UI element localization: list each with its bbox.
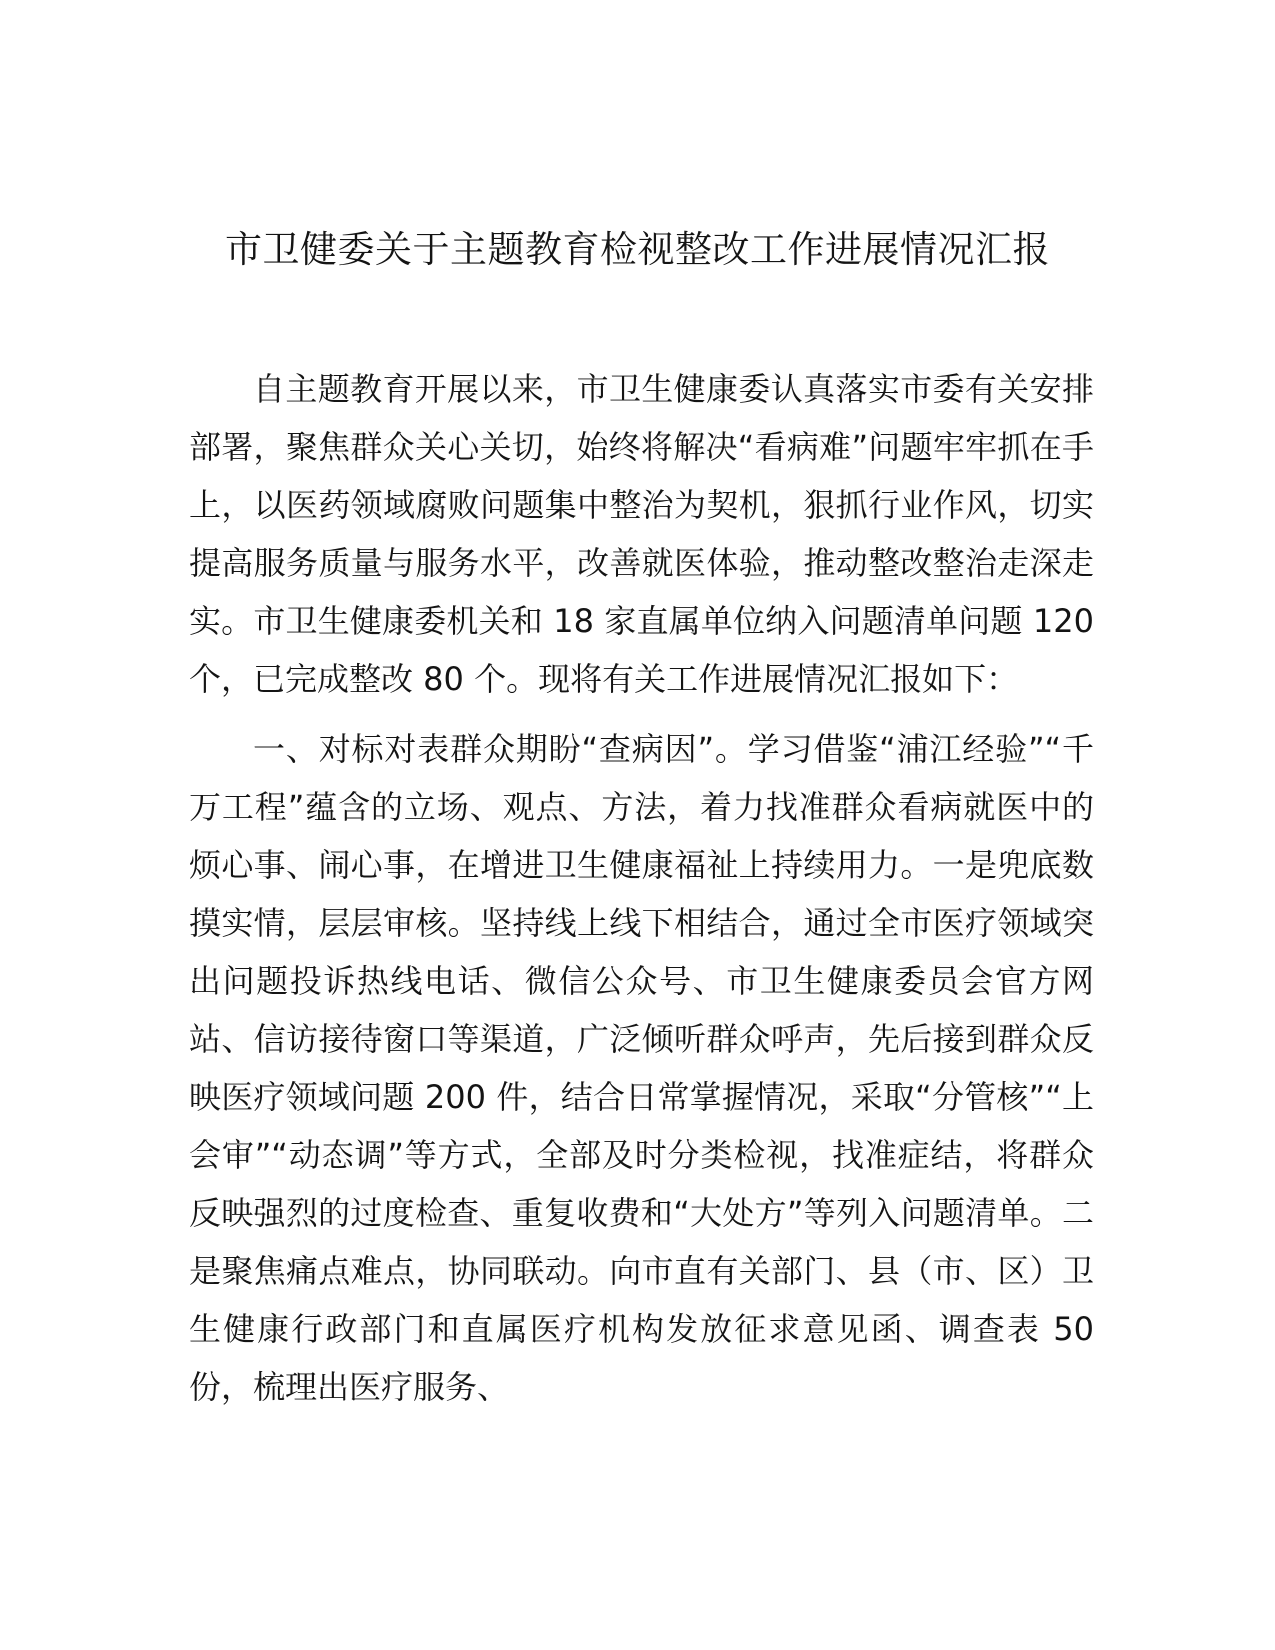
- paragraph-section-one: 一、对标对表群众期盼“查病因”。学习借鉴“浦江经验”“千万工程”蕴含的立场、观点、方法，着力找准群众看病就医中的烦心事、闹心事，在增进卫生健康福祉上持续用力。一是兜底数摸实情，层层审核。坚持线上线下相结合，通过全市医疗领域突出问题投诉热线电话、微信公众号、市卫生健康委员会官方网站、信访接待窗口等渠道，广泛倾听群众呼声，先后接到群众反映医疗领域问题 200 件，结合日常掌握情况，采取“分管核”“上会审”“动态调”等方式，全部及时分类检视，找准症结，将群众反映强烈的过度检查、重复收费和“大处方”等列入问题清单。二是聚焦痛点难点，协同联动。向市直有关部门、县（市、区）卫生健康行政部门和直属医疗机构发放征求意见函、调查表 50 份，梳理出医疗服务、: [189, 730, 1094, 1406]
- document-body: [189, 360, 1094, 1416]
- document-title: 市卫健委关于主题教育检视整改工作进展情况汇报: [225, 228, 1050, 271]
- paragraph-intro: 自主题教育开展以来，市卫生健康委认真落实市委有关安排部署，聚焦群众关心关切，始终将解决“看病难”问题牢牢抓在手上，以医药领域腐败问题集中整治为契机，狠抓行业作风，切实提高服务质量与服务水平，改善就医体验，推动整改整治走深走实。市卫生健康委机关和 18 家直属单位纳入问题清单问题 120 个，已完成整改 80 个。现将有关工作进展情况汇报如下：: [189, 370, 1094, 698]
